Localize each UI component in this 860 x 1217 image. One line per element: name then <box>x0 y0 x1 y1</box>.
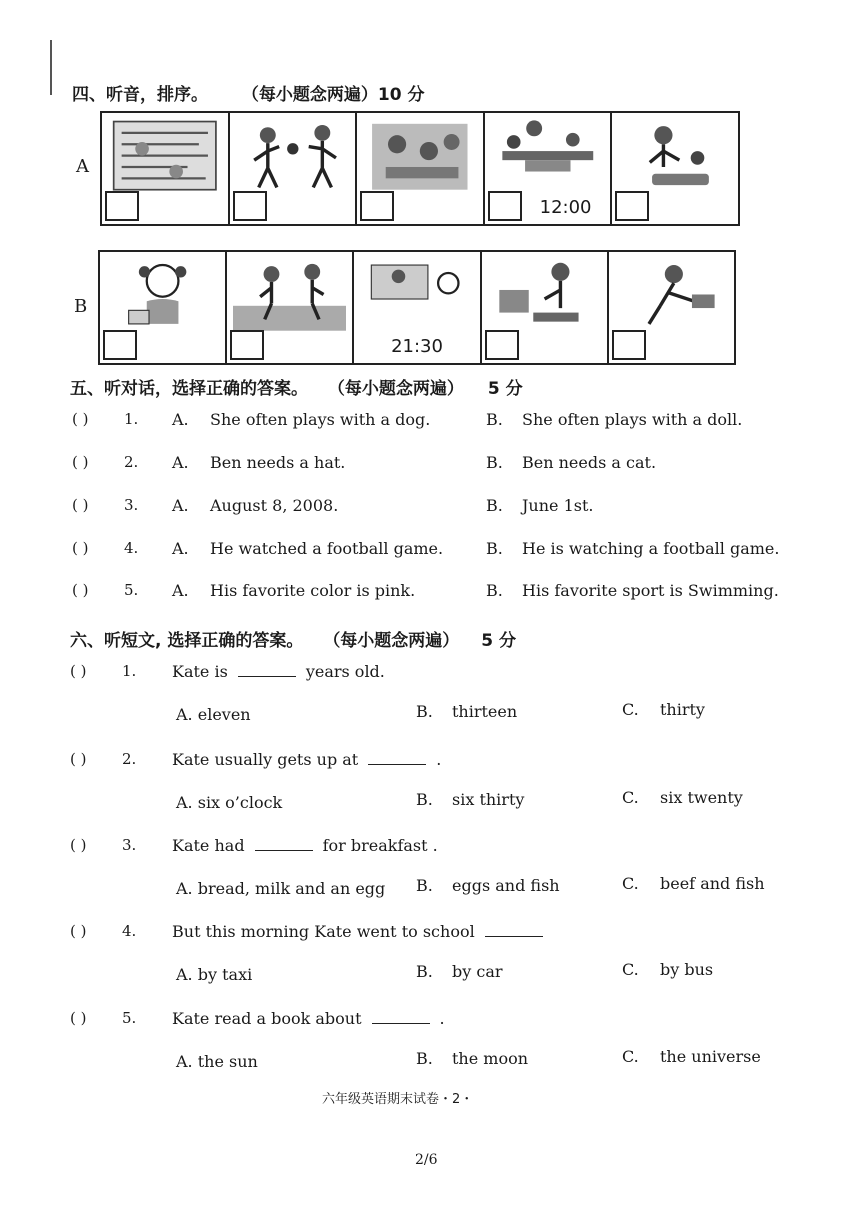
option-a-text: She often plays with a dog. <box>210 410 431 429</box>
board-game-illustration <box>108 117 222 197</box>
picture-b2 <box>227 252 354 363</box>
answer-box-a4[interactable] <box>488 191 522 221</box>
picture-a2 <box>230 113 358 224</box>
girl-reading-illustration <box>106 256 219 335</box>
answer-box-b4[interactable] <box>485 330 519 360</box>
fill-in-blank[interactable] <box>255 838 313 851</box>
option-c-letter: C. <box>622 700 639 719</box>
answer-box-a3[interactable] <box>360 191 394 221</box>
children-at-table-illustration <box>491 117 605 174</box>
question-number: 3. <box>124 496 139 514</box>
option-a-letter: A. <box>172 496 189 515</box>
question-number: 4. <box>122 922 137 940</box>
exam-footer-label: 六年级英语期末试卷・2・ <box>322 1092 474 1107</box>
option-b-letter: B. <box>416 790 433 809</box>
option-b-letter: B. <box>486 453 503 472</box>
answer-paren[interactable]: ( ) <box>70 836 87 854</box>
option-b-letter: B. <box>486 496 503 515</box>
answer-paren[interactable]: ( ) <box>70 662 87 680</box>
stem-text-after: . <box>439 1009 445 1028</box>
option-a-text: August 8, 2008. <box>210 496 339 515</box>
stem-text-after: for breakfast . <box>322 836 438 855</box>
option-c-text: six twenty <box>660 788 743 807</box>
option-c-letter: C. <box>622 960 639 979</box>
stem-text-after: . <box>436 750 442 769</box>
page-number: 2/6 <box>415 1152 438 1168</box>
option-b-text: June 1st. <box>522 496 594 515</box>
option-c-letter: C. <box>622 1047 639 1066</box>
stem-text-before: But this morning Kate went to school <box>172 922 475 941</box>
option-a-text: Ben needs a hat. <box>210 453 346 472</box>
option-b-text: He is watching a football game. <box>522 539 780 558</box>
option-c-letter: C. <box>622 788 639 807</box>
stem-text-before: Kate read a book about <box>172 1009 362 1028</box>
option-c-letter: C. <box>622 874 639 893</box>
fill-in-blank[interactable] <box>372 1011 430 1024</box>
picture-a4 <box>485 113 613 224</box>
answer-paren[interactable]: ( ) <box>72 496 89 514</box>
section6-title-text: 六、听短文, 选择正确的答案。 <box>70 631 304 651</box>
section6-note: （每小题念两遍） <box>323 631 460 651</box>
option-b-text: She often plays with a doll. <box>522 410 743 429</box>
section6-score: 5 分 <box>481 631 516 651</box>
option-b-letter: B. <box>486 410 503 429</box>
option-a-text: His favorite color is pink. <box>210 581 416 600</box>
answer-paren[interactable]: ( ) <box>72 581 89 599</box>
family-dinner-illustration <box>363 117 477 197</box>
question-stem <box>172 922 553 941</box>
boy-sleeping-illustration <box>360 256 473 313</box>
answer-paren[interactable]: ( ) <box>70 922 87 940</box>
question-stem <box>172 1009 445 1028</box>
picture-a3 <box>357 113 485 224</box>
option-a: A. by taxi <box>176 965 253 984</box>
question-number: 2. <box>124 453 139 471</box>
option-c-text: the universe <box>660 1047 761 1066</box>
option-a-letter: A. <box>172 581 189 600</box>
person-cleaning-illustration <box>615 256 728 335</box>
option-b-text: six thirty <box>452 790 525 809</box>
question-stem <box>172 662 385 681</box>
option-a: A. bread, milk and an egg <box>176 879 386 898</box>
children-playing-ball-illustration <box>236 117 350 197</box>
answer-box-a1[interactable] <box>105 191 139 221</box>
option-c-text: thirty <box>660 700 705 719</box>
picture-row-a <box>100 111 740 226</box>
option-c-text: beef and fish <box>660 874 765 893</box>
option-b-letter: B. <box>416 1049 433 1068</box>
picture-b3 <box>354 252 481 363</box>
option-a: A. six o’clock <box>176 793 283 812</box>
time-label-a4: 12:00 <box>539 197 592 218</box>
time-label-b3: 21:30 <box>391 336 443 357</box>
question-stem <box>172 750 441 769</box>
row-b-label: B <box>74 296 88 317</box>
section5-note: （每小题念两遍） <box>327 379 464 399</box>
answer-box-b2[interactable] <box>230 330 264 360</box>
section5-title <box>70 374 523 399</box>
option-b-text: His favorite sport is Swimming. <box>522 581 779 600</box>
answer-box-a2[interactable] <box>233 191 267 221</box>
fill-in-blank[interactable] <box>238 664 296 677</box>
picture-a1 <box>102 113 230 224</box>
boy-with-toys-illustration <box>618 117 732 197</box>
option-b-letter: B. <box>416 702 433 721</box>
question-number: 5. <box>124 581 139 599</box>
option-b-letter: B. <box>416 876 433 895</box>
page-edge-mark <box>50 40 52 95</box>
section4-note: （每小题念两遍）10 分 <box>241 85 425 105</box>
friends-on-bench-illustration <box>233 256 346 335</box>
option-b-text: Ben needs a cat. <box>522 453 657 472</box>
answer-box-b5[interactable] <box>612 330 646 360</box>
section6-title <box>70 626 516 651</box>
fill-in-blank[interactable] <box>368 752 426 765</box>
question-number: 2. <box>122 750 137 768</box>
option-b-letter: B. <box>486 581 503 600</box>
option-a-letter: A. <box>172 453 189 472</box>
picture-b5 <box>609 252 734 363</box>
stem-text-before: Kate had <box>172 836 245 855</box>
picture-row-b <box>98 250 736 365</box>
option-a-text: He watched a football game. <box>210 539 444 558</box>
picture-b4 <box>482 252 609 363</box>
option-b-text: thirteen <box>452 702 518 721</box>
row-a-label: A <box>76 156 89 177</box>
question-stem <box>172 836 438 855</box>
picture-b1 <box>100 252 227 363</box>
fill-in-blank[interactable] <box>485 924 543 937</box>
option-c-text: by bus <box>660 960 714 979</box>
option-b-letter: B. <box>416 962 433 981</box>
option-a: A. eleven <box>176 705 251 724</box>
question-number: 5. <box>122 1009 137 1027</box>
answer-paren[interactable]: ( ) <box>70 1009 87 1027</box>
question-number: 4. <box>124 539 139 557</box>
answer-box-a5[interactable] <box>615 191 649 221</box>
option-a: A. the sun <box>176 1052 258 1071</box>
option-b-text: eggs and fish <box>452 876 560 895</box>
section4-title-text: 四、听音，排序。 <box>72 85 208 105</box>
girl-cooking-illustration <box>488 256 601 335</box>
section4-title <box>72 80 425 105</box>
option-b-letter: B. <box>486 539 503 558</box>
section5-title-text: 五、听对话，选择正确的答案。 <box>70 379 308 399</box>
answer-box-b1[interactable] <box>103 330 137 360</box>
answer-paren[interactable]: ( ) <box>72 453 89 471</box>
section5-score: 5 分 <box>487 379 523 399</box>
question-number: 1. <box>122 662 137 680</box>
stem-text-before: Kate is <box>172 662 228 681</box>
stem-text-before: Kate usually gets up at <box>172 750 359 769</box>
answer-paren[interactable]: ( ) <box>70 750 87 768</box>
option-b-text: by car <box>452 962 503 981</box>
question-number: 3. <box>122 836 137 854</box>
stem-text-after: years old. <box>305 662 385 681</box>
option-b-text: the moon <box>452 1049 529 1068</box>
answer-paren[interactable]: ( ) <box>72 539 89 557</box>
picture-a5 <box>612 113 738 224</box>
answer-paren[interactable]: ( ) <box>72 410 89 428</box>
option-a-letter: A. <box>172 410 189 429</box>
option-a-letter: A. <box>172 539 189 558</box>
question-number: 1. <box>124 410 139 428</box>
